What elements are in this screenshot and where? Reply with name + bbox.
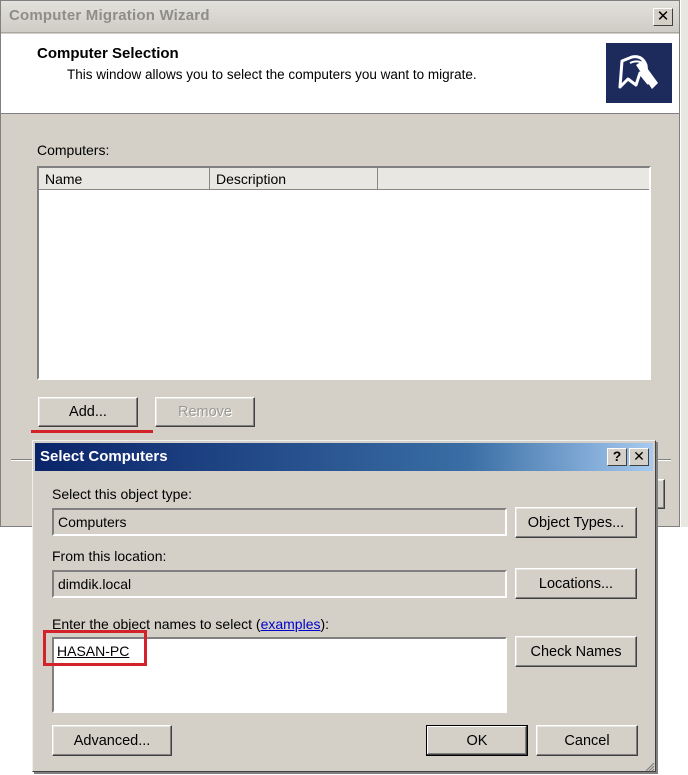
examples-link[interactable]: examples bbox=[260, 616, 321, 632]
object-type-value: Computers bbox=[58, 514, 127, 530]
help-button[interactable] bbox=[607, 448, 627, 466]
add-button[interactable] bbox=[38, 397, 138, 427]
locations-button-label: Locations... bbox=[538, 575, 614, 592]
highlight-box bbox=[43, 630, 147, 666]
remove-button-label: Remove bbox=[178, 404, 232, 420]
column-header-name[interactable] bbox=[39, 168, 210, 190]
cancel-button[interactable] bbox=[536, 725, 638, 756]
wizard-close-button[interactable] bbox=[653, 8, 673, 26]
column-header-description[interactable] bbox=[210, 168, 378, 190]
background-window-edge bbox=[681, 0, 688, 527]
wizard-header bbox=[1, 34, 679, 114]
object-names-label-suffix: ): bbox=[320, 616, 330, 632]
ok-button[interactable] bbox=[426, 725, 528, 756]
remove-button[interactable] bbox=[155, 397, 255, 427]
column-header-filler bbox=[378, 168, 649, 190]
advanced-button-label: Advanced... bbox=[73, 732, 151, 749]
dialog-title: Select Computers bbox=[40, 448, 168, 465]
page-title: Computer Selection bbox=[37, 45, 179, 62]
wizard-title: Computer Migration Wizard bbox=[9, 7, 210, 24]
check-names-button[interactable] bbox=[515, 636, 637, 667]
object-type-field bbox=[52, 508, 507, 536]
object-names-label-prefix: Enter the object names to select ( bbox=[52, 616, 261, 632]
help-icon: ? bbox=[612, 448, 622, 464]
dialog-close-button[interactable] bbox=[629, 448, 649, 466]
page-subtitle: This window allows you to select the computers you want to migrate. bbox=[67, 67, 477, 82]
object-names-value: HASAN-PC bbox=[57, 643, 130, 659]
resize-grip-icon[interactable] bbox=[643, 759, 655, 771]
object-types-button-label: Object Types... bbox=[527, 514, 625, 531]
close-icon: ✕ bbox=[633, 448, 645, 464]
computers-label: Computers: bbox=[37, 142, 110, 158]
object-type-label: Select this object type: bbox=[52, 486, 193, 502]
check-names-button-label: Check Names bbox=[530, 643, 622, 660]
highlight-underline bbox=[31, 430, 153, 433]
add-button-label: Add... bbox=[69, 404, 107, 420]
ok-button-label: OK bbox=[466, 732, 488, 749]
dialog-title-bar bbox=[35, 443, 653, 471]
wizard-title-bar bbox=[1, 1, 679, 33]
advanced-button[interactable] bbox=[52, 725, 172, 756]
column-header-label: Description bbox=[216, 171, 287, 187]
object-types-button[interactable] bbox=[515, 507, 637, 538]
computers-list[interactable] bbox=[37, 166, 651, 380]
location-field bbox=[52, 570, 507, 598]
location-label: From this location: bbox=[52, 548, 167, 564]
locations-button[interactable] bbox=[515, 568, 637, 599]
migration-wizard-logo-icon bbox=[606, 43, 672, 103]
cancel-button-label: Cancel bbox=[564, 732, 610, 749]
column-header-label: Name bbox=[45, 171, 83, 187]
select-computers-dialog bbox=[32, 440, 656, 772]
location-value: dimdik.local bbox=[58, 576, 132, 592]
close-icon: ✕ bbox=[656, 8, 670, 25]
